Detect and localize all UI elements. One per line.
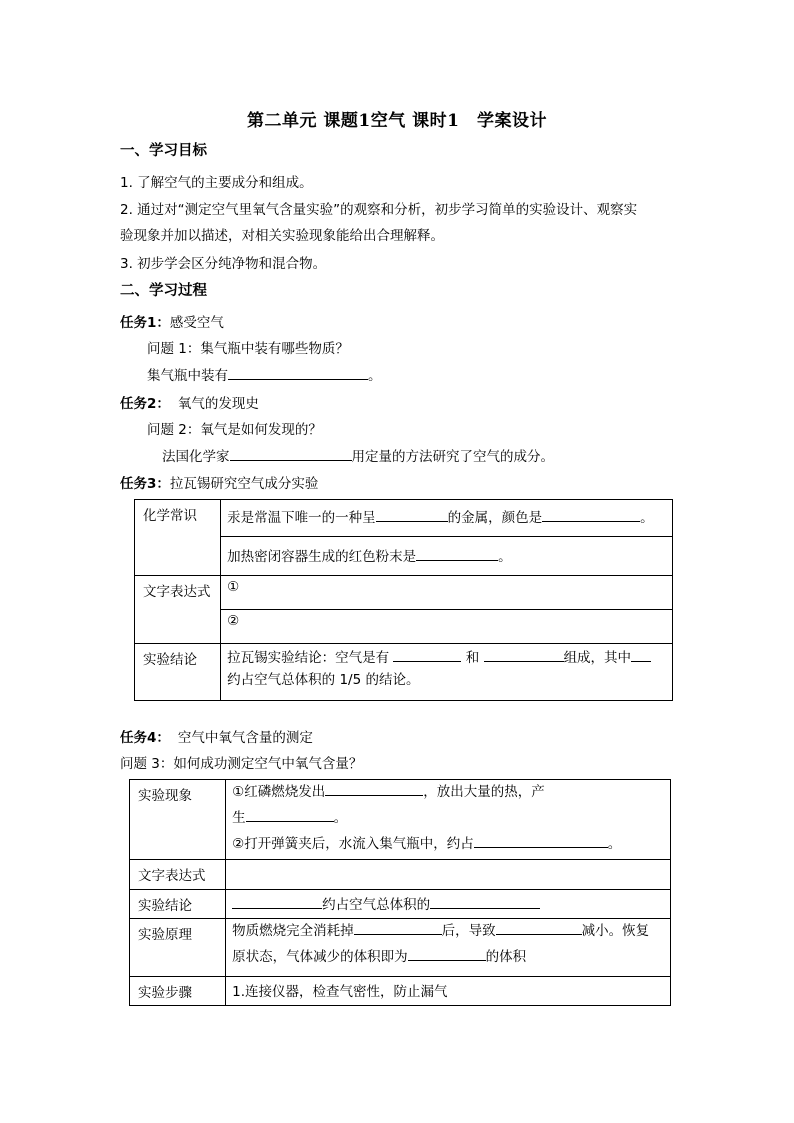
task4-question: 问题 3：如何成功测定空气中氧气含量？ — [120, 756, 363, 772]
task1-question: 问题 1：集气瓶中装有哪些物质？ — [147, 341, 349, 357]
blank-component-3[interactable] — [631, 647, 651, 662]
task3-table — [134, 499, 673, 701]
text: 后，导致 — [441, 923, 496, 939]
task4-r2-content[interactable] — [226, 860, 671, 890]
blank-red-powder[interactable] — [416, 546, 498, 561]
task4-r3-content — [226, 890, 671, 919]
blank-color[interactable] — [542, 507, 640, 522]
blank-state[interactable] — [376, 507, 448, 522]
page-title: 第二单元 课题1空气 课时1 学案设计 — [247, 111, 547, 131]
text: ②打开弹簧夹后，水流入集气瓶中，约占 — [232, 836, 474, 852]
text: 物质燃烧完全消耗掉 — [232, 923, 354, 939]
task3-heading — [120, 472, 318, 492]
task2-fill-prefix: 法国化学家 — [162, 449, 230, 465]
blank-smoke[interactable] — [246, 807, 334, 822]
text: 的体积 — [485, 949, 527, 965]
task4-table — [129, 779, 671, 1006]
text: 。 — [607, 836, 622, 852]
task2-title: 氧气的发现史 — [177, 396, 259, 412]
task3-label: 任务3： — [120, 476, 170, 492]
task1-label: 任务1： — [120, 315, 170, 331]
blank-volume-fraction[interactable] — [430, 894, 540, 909]
task4-r1-content — [226, 780, 671, 860]
text: 加热密闭容器生成的红色粉末是 — [227, 549, 417, 565]
task3-row2-a[interactable]: ① — [221, 576, 673, 610]
text: 。 — [333, 810, 348, 826]
blank-consumed[interactable] — [354, 920, 442, 935]
section-heading-process: 二、学习过程 — [120, 283, 207, 299]
text: 的金属，颜色是 — [447, 510, 543, 526]
task4-r1-label: 实验现象 — [130, 780, 226, 860]
blank-fraction[interactable] — [474, 833, 608, 848]
task4-r5-label: 实验步骤 — [130, 977, 226, 1006]
task1-fill-suffix: 。 — [368, 368, 382, 384]
blank-flame[interactable] — [325, 781, 423, 796]
goal-item-2: 2. 通过对“测定空气里氧气含量实验”的观察和分析，初步学习简单的实验设计、观察实 — [120, 202, 638, 218]
task2-label: 任务2： — [120, 396, 170, 412]
task3-row3-label: 实验结论 — [135, 644, 221, 701]
task4-title: 空气中氧气含量的测定 — [177, 730, 313, 746]
task3-row2-label: 文字表达式 — [135, 576, 221, 644]
blank-gas[interactable] — [232, 894, 322, 909]
task1-blank[interactable] — [228, 365, 368, 380]
text: 原状态，气体减少的体积即为 — [232, 949, 408, 965]
task4-r5-content: 1.连接仪器，检查气密性，防止漏气 — [226, 977, 671, 1006]
task4-r4-label: 实验原理 — [130, 919, 226, 977]
task3-title: 拉瓦锡研究空气成分实验 — [169, 476, 319, 492]
text: ，放出大量的热，产 — [423, 784, 545, 800]
text: 约占空气总体积的 — [322, 897, 431, 913]
task1-title: 感受空气 — [169, 315, 224, 331]
text: 生 — [232, 810, 246, 826]
text: 。 — [498, 549, 512, 565]
text: 汞是常温下唯一的一种呈 — [227, 510, 376, 526]
blank-component-2[interactable] — [484, 647, 564, 662]
goal-item-1: 1. 了解空气的主要成分和组成。 — [120, 175, 313, 191]
text: 。 — [640, 510, 654, 526]
text: 组成，其中 — [563, 650, 632, 666]
task1-fill-line — [147, 364, 382, 384]
task2-question: 问题 2：氧气是如何发现的？ — [147, 422, 322, 438]
task3-row1-label: 化学常识 — [135, 500, 221, 576]
text: 约占空气总体积的 1/5 的结论。 — [227, 672, 420, 688]
task4-heading — [120, 726, 313, 746]
blank-component-1[interactable] — [393, 647, 461, 662]
task2-fill-suffix: 用定量的方法研究了空气的成分。 — [351, 449, 554, 465]
task1-fill-prefix: 集气瓶中装有 — [147, 368, 228, 384]
task4-r2-label: 文字表达式 — [130, 860, 226, 890]
text: 减小。恢复 — [581, 923, 650, 939]
goal-item-2-cont: 验现象并加以描述，对相关实验现象能给出合理解释。 — [120, 228, 444, 244]
blank-volume-of[interactable] — [408, 946, 486, 961]
section-heading-goals: 一、学习目标 — [120, 143, 207, 159]
task3-row1-a — [221, 500, 673, 537]
task4-label: 任务4： — [120, 730, 170, 746]
task2-heading — [120, 392, 259, 412]
task1-heading — [120, 311, 224, 331]
blank-reduced[interactable] — [496, 920, 582, 935]
task3-row2-b[interactable]: ② — [221, 610, 673, 644]
task2-fill-line — [162, 445, 554, 465]
task3-row1-b — [221, 537, 673, 576]
task4-r4-content — [226, 919, 671, 977]
goal-item-3: 3. 初步学会区分纯净物和混合物。 — [120, 256, 327, 272]
task3-row3-content — [221, 644, 673, 701]
text: ①红磷燃烧发出 — [232, 784, 326, 800]
task4-r3-label: 实验结论 — [130, 890, 226, 919]
task2-blank[interactable] — [230, 446, 352, 461]
text: 和 — [465, 650, 480, 666]
text: 拉瓦锡实验结论：空气是有 — [227, 650, 390, 666]
